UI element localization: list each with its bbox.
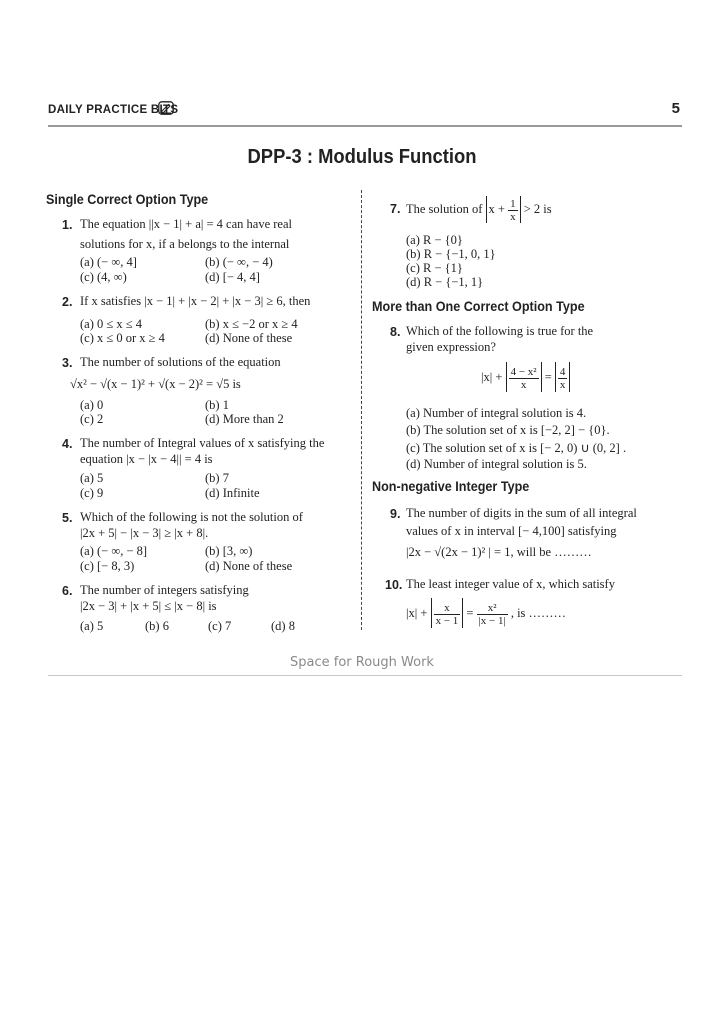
expr-term: x + — [488, 202, 505, 216]
option-c: (c) R − {1} — [406, 261, 463, 275]
rough-work-label: Space for Rough Work — [290, 655, 434, 670]
question-equation — [406, 598, 566, 628]
expr-term: |x| + — [481, 370, 503, 384]
header-title: DAILY PRACTICE BITS — [48, 104, 179, 116]
option-d: (d) None of these — [205, 331, 293, 345]
option-a: (a) R − {0} — [406, 233, 463, 247]
option-b: (b) The solution set of x is [−2, 2] − {0}. — [406, 423, 610, 437]
fraction — [509, 366, 539, 391]
question-text: |2x − 3| + |x + 5| ≤ |x − 8| is — [80, 599, 217, 613]
fraction — [558, 366, 568, 391]
option-c: (c) 9 — [80, 486, 104, 500]
option-c: (c) The solution set of x is [− 2, 0) ∪ (0, 2] . — [406, 441, 627, 455]
option-c: (c) x ≤ 0 or x ≥ 4 — [80, 331, 165, 345]
option-d: (d) Infinite — [205, 486, 260, 500]
question-number: 1. — [62, 218, 73, 232]
abs-expression — [431, 598, 464, 628]
page-number: 5 — [671, 100, 680, 117]
option-b: (b) R − {−1, 0, 1} — [406, 247, 496, 261]
option-a: (a) 0 ≤ x ≤ 4 — [80, 317, 142, 331]
section-multi-correct: More than One Correct Option Type — [372, 298, 585, 314]
numerator: x² — [477, 602, 508, 615]
question-number: 7. — [390, 202, 401, 216]
fraction — [477, 602, 508, 627]
option-b: (b) 7 — [205, 471, 229, 485]
abs-expression — [506, 362, 542, 392]
numerator: 1 — [510, 197, 516, 210]
abs-expression — [486, 196, 521, 223]
footer-divider — [48, 675, 682, 676]
option-b: (b) (− ∞, − 4) — [205, 255, 273, 269]
question-number: 10. — [385, 578, 403, 592]
denominator: |x − 1| — [478, 614, 506, 627]
equals-sign: = — [466, 606, 474, 620]
question-number: 3. — [62, 356, 73, 370]
option-b: (b) 6 — [145, 619, 169, 633]
denominator: x − 1 — [435, 614, 459, 627]
option-a: (a) 5 — [80, 471, 104, 485]
option-b: (b) [3, ∞) — [205, 544, 253, 558]
question-number: 5. — [62, 511, 73, 525]
question-text: The number of integers satisfying — [80, 583, 249, 597]
question-text: Which of the following is not the solution of — [80, 510, 303, 524]
option-c: (c) (4, ∞) — [80, 270, 127, 284]
option-c: (c) [− 8, 3) — [80, 559, 135, 573]
option-c: (c) 7 — [208, 619, 232, 633]
section-integer-type: Non-negative Integer Type — [372, 478, 530, 494]
question-text-tail: > 2 is — [523, 202, 552, 216]
question-text: Which of the following is true for the — [406, 324, 594, 338]
option-d: (d) [− 4, 4] — [205, 270, 260, 284]
column-divider — [361, 190, 362, 630]
option-d: (d) 8 — [271, 619, 295, 633]
option-d: (d) Number of integral solution is 5. — [406, 457, 587, 471]
fraction — [508, 198, 518, 223]
question-equation — [481, 362, 570, 392]
header-divider — [48, 125, 682, 127]
option-b: (b) 1 — [205, 398, 229, 412]
question-text-lead: The solution of — [406, 202, 483, 216]
abs-expression — [555, 362, 571, 392]
option-a: (a) 5 — [80, 619, 104, 633]
page-title: DPP-3 : Modulus Function — [247, 146, 477, 168]
question-text — [406, 196, 552, 223]
denominator: x — [520, 378, 527, 391]
denominator: x — [559, 378, 566, 391]
question-text: |2x + 5| − |x − 3| ≥ |x + 8|. — [80, 526, 209, 540]
numerator: 4 — [559, 365, 566, 378]
question-text: The number of solutions of the equation — [80, 355, 281, 369]
page-header — [48, 100, 680, 126]
option-a: (a) 0 — [80, 398, 104, 412]
question-number: 9. — [390, 507, 401, 521]
option-a: (a) (− ∞, − 8] — [80, 544, 148, 558]
question-text: equation |x − |x − 4|| = 4 is — [80, 452, 213, 466]
question-number: 6. — [62, 584, 73, 598]
question-equation: √x² − √(x − 1)² + √(x − 2)² = √5 is — [70, 377, 241, 391]
equals-sign: = — [544, 370, 552, 384]
pencil-icon — [158, 101, 174, 115]
question-number: 2. — [62, 295, 73, 309]
fraction — [434, 602, 461, 627]
question-text: The equation ||x − 1| + a| = 4 can have real — [80, 217, 292, 231]
question-number: 4. — [62, 437, 73, 451]
question-text: The least integer value of x, which satisfy — [406, 577, 615, 591]
option-d: (d) None of these — [205, 559, 293, 573]
option-c: (c) 2 — [80, 412, 104, 426]
option-d: (d) More than 2 — [205, 412, 284, 426]
section-single-correct: Single Correct Option Type — [46, 191, 209, 207]
question-text: values of x in interval [− 4,100] satisfying — [406, 524, 617, 538]
question-number: 8. — [390, 325, 401, 339]
numerator: x — [434, 602, 461, 615]
question-text: If x satisfies |x − 1| + |x − 2| + |x − 3| ≥ 6, then — [80, 294, 311, 308]
option-a: (a) Number of integral solution is 4. — [406, 406, 587, 420]
question-text: The number of Integral values of x satisfying the — [80, 436, 325, 450]
question-equation: |2x − √(2x − 1)² | = 1, will be ……… — [406, 545, 592, 559]
question-text: given expression? — [406, 340, 496, 354]
denominator: x — [510, 210, 516, 223]
option-b: (b) x ≤ −2 or x ≥ 4 — [205, 317, 298, 331]
option-a: (a) (− ∞, 4] — [80, 255, 137, 269]
numerator: 4 − x² — [510, 365, 537, 378]
expr-term: |x| + — [406, 606, 428, 620]
question-text: solutions for x, if a belongs to the internal — [80, 237, 290, 251]
option-d: (d) R − {−1, 1} — [406, 275, 484, 289]
question-text-tail: , is ……… — [510, 606, 567, 620]
question-text: The number of digits in the sum of all integral — [406, 506, 637, 520]
